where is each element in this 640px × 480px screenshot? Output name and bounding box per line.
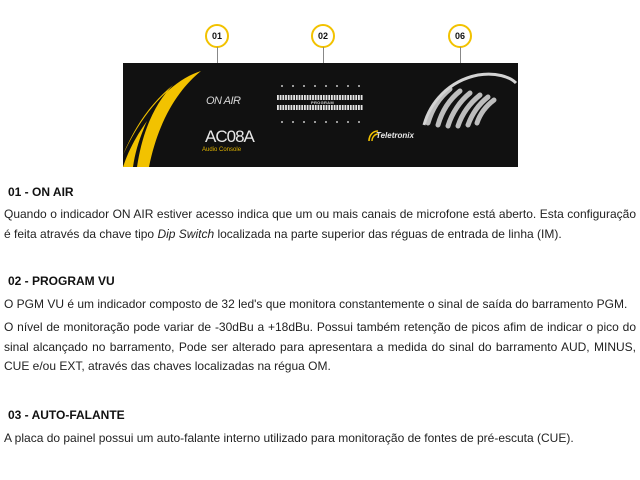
vu-led <box>318 105 320 110</box>
on-air-description <box>4 205 636 244</box>
console-panel <box>123 63 518 167</box>
vu-led <box>282 105 284 110</box>
vu-led <box>350 95 352 100</box>
program-vu-description-2: O nível de monitoração pode variar de -30dBu a +18dBu. Possui também retenção de picos afim de indicar o pico do sinal alcançado no barramento, Pode ser alterado para apresentara a medida do sinal do barramento AUD, MINUS, CUE e/ou EXT, através das chaves localizadas na régua OM. <box>4 320 636 373</box>
vu-scale-tick <box>314 121 316 123</box>
vu-led <box>293 95 295 100</box>
section-title-auto-falante: 03 - AUTO-FALANTE <box>8 408 125 422</box>
vu-led <box>280 95 282 100</box>
on-air-indicator: ON AIR <box>206 95 241 107</box>
yellow-swoosh-graphic <box>123 63 203 167</box>
vu-led <box>331 105 333 110</box>
vu-led <box>307 95 309 100</box>
vu-led <box>350 105 352 110</box>
vu-led <box>345 105 347 110</box>
vu-led <box>345 95 347 100</box>
callout-01: 01 <box>205 24 229 48</box>
vu-led <box>358 95 360 100</box>
vu-led <box>347 105 349 110</box>
vu-led <box>285 95 287 100</box>
vu-led <box>291 105 293 110</box>
on-air-text-part2: localizada na parte superior das réguas de entrada de linha (IM). <box>214 226 562 241</box>
vu-led <box>361 105 363 110</box>
callout-02: 02 <box>311 24 335 48</box>
model-subtitle: Audio Console <box>202 147 242 153</box>
vu-led <box>347 95 349 100</box>
vu-scale-tick <box>303 85 305 87</box>
vu-scale-tick <box>347 121 349 123</box>
vu-led <box>323 105 325 110</box>
vu-led <box>304 95 306 100</box>
vu-led <box>301 105 303 110</box>
vu-led <box>334 105 336 110</box>
vu-led <box>339 105 341 110</box>
vu-scale-tick <box>292 121 294 123</box>
vu-led <box>277 105 279 110</box>
vu-led <box>336 105 338 110</box>
vu-led <box>309 105 311 110</box>
vu-scale-tick <box>292 85 294 87</box>
vu-led <box>326 105 328 110</box>
vu-led <box>312 105 314 110</box>
vu-led <box>285 105 287 110</box>
vu-scale-tick <box>281 121 283 123</box>
vu-led <box>280 105 282 110</box>
auto-falante-description: A placa do painel possui um auto-falante interno utilizado para monitoração de fontes de pré-escuta (CUE). <box>4 431 574 445</box>
vu-scale-tick <box>347 85 349 87</box>
vu-scale-tick <box>336 85 338 87</box>
section-title-on-air: 01 - ON AIR <box>8 185 74 199</box>
section-title-program-vu: 02 - PROGRAM VU <box>8 274 115 288</box>
console-panel-figure <box>0 0 640 175</box>
vu-led <box>296 105 298 110</box>
vu-led <box>328 105 330 110</box>
vu-led <box>361 95 363 100</box>
vu-led <box>288 105 290 110</box>
program-meter-label: PROGRAM <box>311 100 334 105</box>
vu-led <box>277 95 279 100</box>
vu-led <box>336 95 338 100</box>
vu-scale-tick <box>281 85 283 87</box>
vu-led <box>315 105 317 110</box>
vu-scale-tick <box>303 121 305 123</box>
vu-led <box>296 95 298 100</box>
vu-led <box>304 105 306 110</box>
vu-led <box>299 105 301 110</box>
vu-led <box>293 105 295 110</box>
vu-led <box>299 95 301 100</box>
vu-led <box>342 95 344 100</box>
vu-scale-tick <box>314 85 316 87</box>
dip-switch-emphasis: Dip Switch <box>157 226 215 241</box>
vu-led <box>288 95 290 100</box>
callout-06: 06 <box>448 24 472 48</box>
program-vu-description-1: O PGM VU é um indicador composto de 32 led's que monitora constantemente o sinal de saída do barramento PGM. <box>4 297 628 311</box>
vu-led <box>291 95 293 100</box>
vu-led <box>355 95 357 100</box>
vu-scale-tick <box>325 85 327 87</box>
model-name: AC08A <box>205 127 254 146</box>
vu-led <box>301 95 303 100</box>
vu-scale-tick <box>325 121 327 123</box>
vu-led <box>358 105 360 110</box>
vu-led <box>320 105 322 110</box>
speaker-grille-graphic <box>418 63 518 167</box>
brand-logo-text: Teletronix <box>376 131 414 140</box>
vu-led <box>342 105 344 110</box>
vu-scale-tick <box>336 121 338 123</box>
vu-scale-tick <box>358 121 360 123</box>
vu-led <box>353 105 355 110</box>
vu-led <box>307 105 309 110</box>
vu-scale-tick <box>358 85 360 87</box>
on-air-text-part1: Quando o indicador ON AIR estiver acesso indica que um ou mais canais de microfone está aberto. Esta configuração é feita através da chave tipo <box>4 207 636 241</box>
vu-led <box>282 95 284 100</box>
vu-led <box>355 105 357 110</box>
vu-led <box>353 95 355 100</box>
vu-led <box>339 95 341 100</box>
